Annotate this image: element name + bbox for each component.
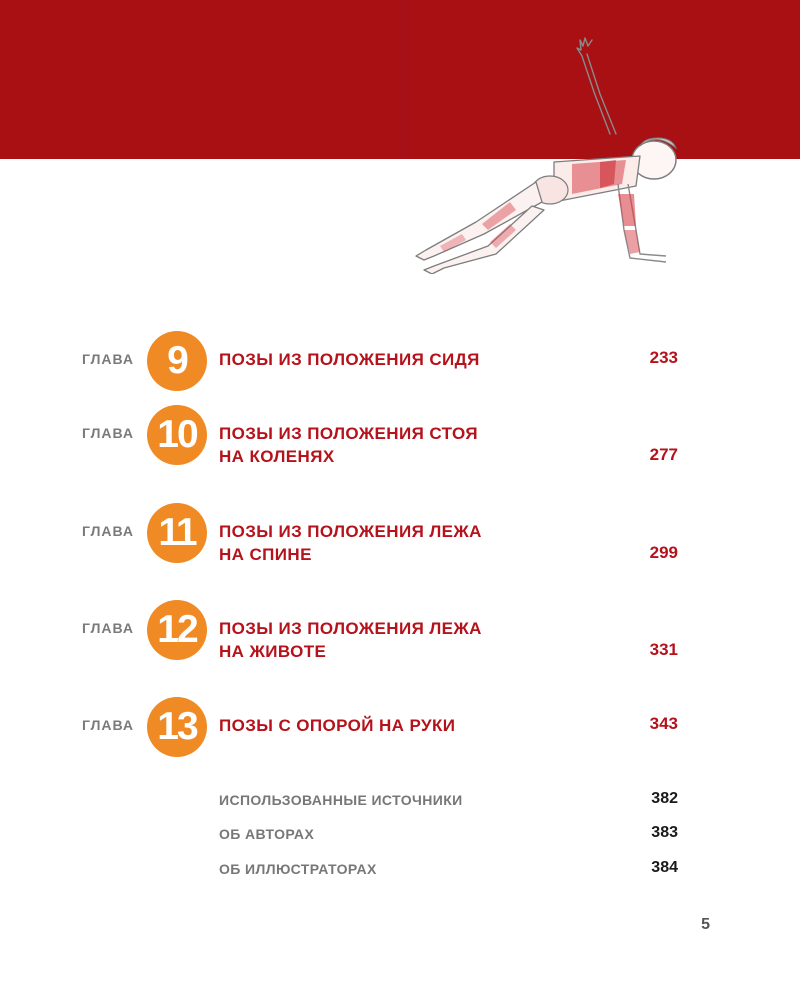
chapter-entry[interactable] (0, 697, 800, 757)
chapter-label: ГЛАВА (82, 425, 135, 441)
chapter-page-number: 233 (649, 348, 678, 367)
chapter-number-badge: 13 (147, 697, 207, 757)
chapter-number-badge: 9 (147, 331, 207, 391)
appendix-entry[interactable] (0, 861, 800, 883)
appendix-label: ОБ ИЛЛЮСТРАТОРАХ (219, 861, 377, 877)
chapter-title-line: ПОЗЫ ИЗ ПОЛОЖЕНИЯ СТОЯ (219, 424, 478, 443)
chapter-label: ГЛАВА (82, 717, 135, 733)
chapter-title (219, 617, 482, 663)
chapter-entry[interactable] (0, 331, 800, 391)
chapter-title (219, 520, 482, 566)
chapter-page-number: 331 (649, 640, 678, 659)
chapter-title (219, 348, 480, 371)
chapter-title-line: ПОЗЫ С ОПОРОЙ НА РУКИ (219, 716, 456, 735)
chapter-title (219, 714, 455, 737)
chapter-page-number: 299 (649, 543, 678, 562)
appendix-page-number: 382 (651, 790, 678, 807)
yoga-side-plank-illustration (404, 34, 704, 274)
chapter-entry[interactable] (0, 405, 800, 465)
chapter-number-badge: 11 (147, 503, 207, 563)
appendix-page-number: 384 (651, 859, 678, 876)
appendix-entry[interactable] (0, 826, 800, 848)
chapter-title-line: ПОЗЫ ИЗ ПОЛОЖЕНИЯ ЛЕЖА (219, 619, 482, 638)
chapter-title-line: НА СПИНЕ (219, 545, 312, 564)
chapter-number-badge: 10 (147, 405, 207, 465)
chapter-label: ГЛАВА (82, 523, 135, 539)
chapter-title-line: ПОЗЫ ИЗ ПОЛОЖЕНИЯ СИДЯ (219, 350, 480, 369)
appendix-label: ОБ АВТОРАХ (219, 826, 315, 842)
chapter-title-line: НА ЖИВОТЕ (219, 642, 327, 661)
chapter-title-line: НА КОЛЕНЯХ (219, 447, 335, 466)
appendix-label: ИСПОЛЬЗОВАННЫЕ ИСТОЧНИКИ (219, 792, 463, 808)
chapter-label: ГЛАВА (82, 351, 135, 367)
chapter-title-line: ПОЗЫ ИЗ ПОЛОЖЕНИЯ ЛЕЖА (219, 522, 482, 541)
chapter-page-number: 277 (649, 445, 678, 464)
chapter-title (219, 422, 478, 468)
chapter-label: ГЛАВА (82, 620, 135, 636)
chapter-page-number: 343 (649, 714, 678, 733)
chapter-entry[interactable] (0, 600, 800, 660)
appendix-entry[interactable] (0, 792, 800, 814)
chapter-number-badge: 12 (147, 600, 207, 660)
appendix-page-number: 383 (651, 824, 678, 841)
chapter-entry[interactable] (0, 503, 800, 563)
page-number: 5 (701, 916, 710, 933)
